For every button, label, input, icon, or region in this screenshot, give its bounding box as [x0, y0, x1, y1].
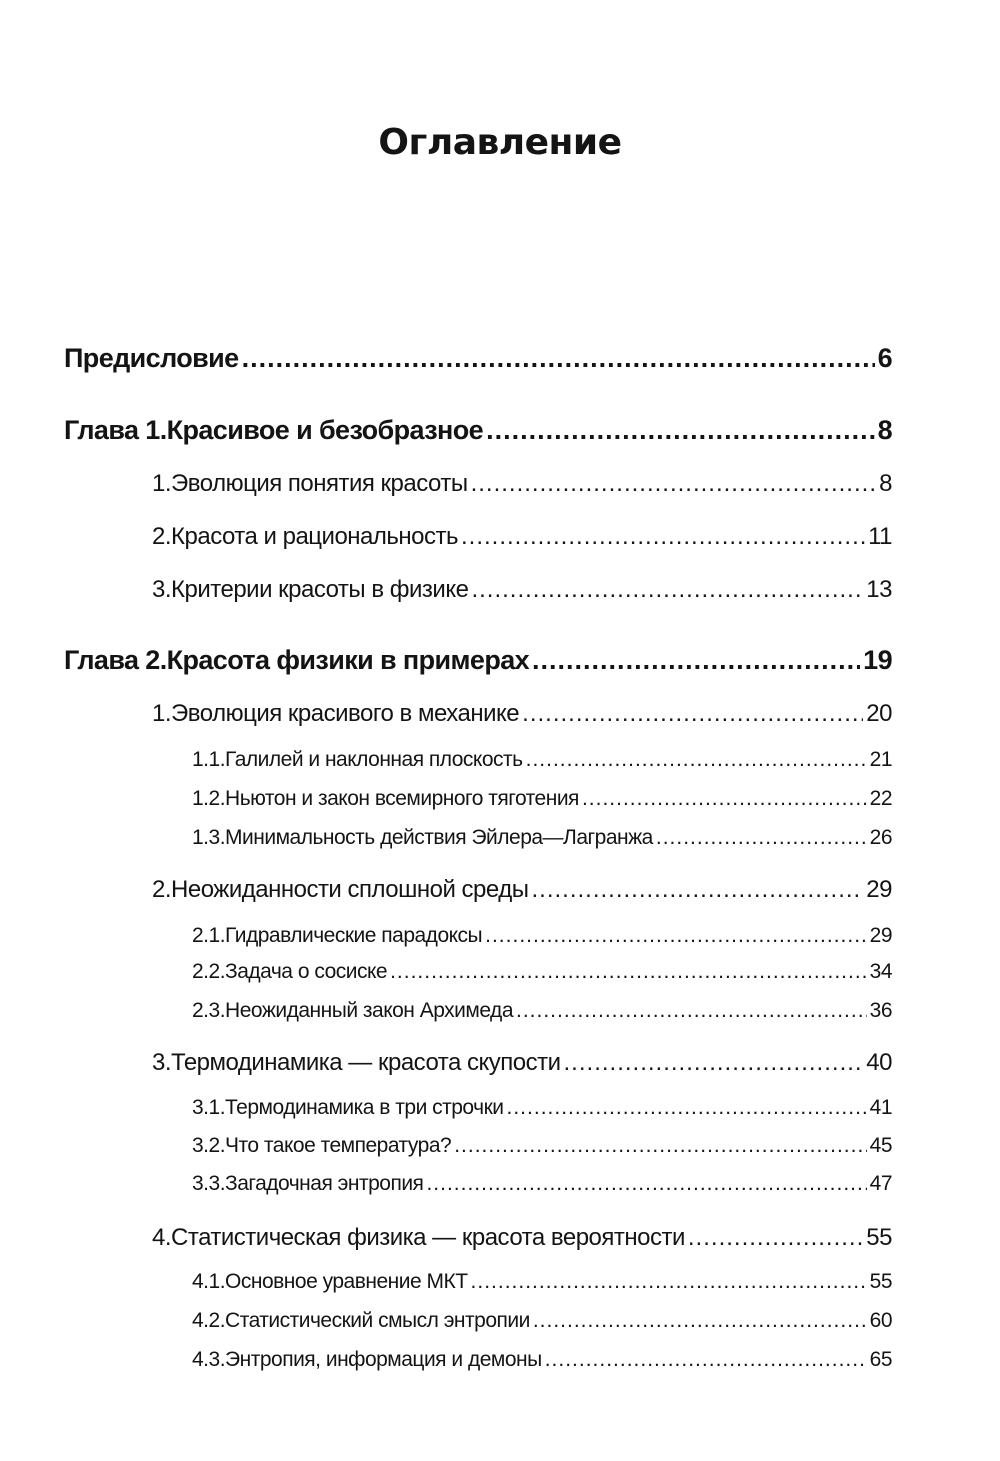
- toc-chapter-1[interactable]: [64, 410, 892, 450]
- toc-chapter-number: Глава 1.: [64, 415, 167, 445]
- toc-entry-label: Критерии красоты в физике: [171, 576, 469, 603]
- toc-subsection-number: 3.2.: [192, 1134, 226, 1157]
- leader-dots: [526, 744, 867, 776]
- toc-entry-label: Энтропия, информация и демоны: [225, 1348, 542, 1371]
- toc-section-1-3[interactable]: [152, 572, 892, 608]
- toc-subsection-2-4-1[interactable]: [192, 1266, 892, 1298]
- toc-section-number: 1.: [152, 700, 172, 727]
- toc-section-number: 2.: [152, 876, 172, 903]
- toc-entry-label: Минимальность действия Эйлера—Лагранжа: [225, 826, 653, 849]
- toc-page-number: 60: [869, 1309, 892, 1332]
- toc-entry-label: Эволюция понятия красоты: [171, 470, 468, 497]
- leader-dots: [564, 1045, 864, 1081]
- toc-subsection-number: 1.3.: [192, 826, 226, 849]
- toc-section-2-2[interactable]: [152, 872, 892, 908]
- toc-entry-label: Предисловие: [64, 343, 239, 373]
- toc-page-number: 13: [866, 576, 892, 603]
- toc-section-number: 3.: [152, 576, 172, 603]
- leader-dots: [471, 1266, 867, 1298]
- toc-page-number: 34: [869, 960, 892, 983]
- toc-subsection-number: 4.1.: [192, 1270, 226, 1293]
- toc-entry-label: Неожиданный закон Архимеда: [225, 999, 513, 1022]
- toc-page-number: 22: [869, 787, 892, 810]
- leader-dots: [426, 1168, 866, 1200]
- leader-dots: [461, 519, 865, 555]
- toc-entry-label: Задача о сосиске: [225, 960, 388, 983]
- toc-entry-label: Термодинамика — красота скупости: [171, 1049, 561, 1076]
- toc-entry-label: Красота физики в примерах: [166, 645, 530, 675]
- leader-dots: [688, 1220, 863, 1256]
- toc-entry-label: Неожиданности сплошной среды: [171, 876, 529, 903]
- toc-subsection-number: 2.2.: [192, 960, 226, 983]
- toc-subsection-number: 4.2.: [192, 1309, 226, 1332]
- leader-dots: [582, 783, 867, 815]
- toc-subsection-2-1-2[interactable]: [192, 783, 892, 815]
- toc-page-number: 47: [869, 1172, 892, 1195]
- toc-entry-label: Ньютон и закон всемирного тяготения: [225, 787, 579, 810]
- toc-section-number: 3.: [152, 1049, 172, 1076]
- toc-entry-label: Загадочная энтропия: [225, 1172, 424, 1195]
- leader-dots: [390, 956, 867, 988]
- toc-entry-label: Статистический смысл энтропии: [225, 1309, 530, 1332]
- leader-dots: [656, 822, 867, 854]
- toc-subsection-2-4-3[interactable]: [192, 1344, 892, 1376]
- toc-subsection-number: 1.2.: [192, 787, 226, 810]
- toc-page-number: 11: [868, 523, 892, 550]
- toc-page-number: 36: [869, 999, 892, 1022]
- toc-subsection-2-2-1[interactable]: [192, 920, 892, 952]
- toc-subsection-2-4-2[interactable]: [192, 1305, 892, 1337]
- leader-dots: [471, 466, 877, 502]
- leader-dots: [471, 572, 863, 608]
- toc-page-number: 55: [866, 1224, 892, 1251]
- toc-entry-label: Красивое и безобразное: [166, 415, 484, 445]
- toc-subsection-number: 2.1.: [192, 924, 226, 947]
- toc-subsection-2-2-3[interactable]: [192, 995, 892, 1027]
- toc-chapter-number: Глава 2.: [64, 645, 167, 675]
- toc-section-number: 1.: [152, 470, 172, 497]
- leader-dots: [532, 640, 860, 680]
- toc-section-2-3[interactable]: [152, 1045, 892, 1081]
- toc-page-number: 6: [877, 343, 892, 373]
- leader-dots: [516, 995, 867, 1027]
- toc-section-1-1[interactable]: [152, 466, 892, 502]
- leader-dots: [522, 696, 863, 732]
- toc-page-number: 45: [869, 1134, 892, 1157]
- toc-subsection-2-3-3[interactable]: [192, 1168, 892, 1200]
- toc-entry-label: Эволюция красивого в механике: [171, 700, 520, 727]
- toc-page-number: 8: [879, 470, 892, 497]
- leader-dots: [485, 920, 867, 952]
- leader-dots: [531, 872, 863, 908]
- toc-subsection-2-1-1[interactable]: [192, 744, 892, 776]
- toc-subsection-2-1-3[interactable]: [192, 822, 892, 854]
- leader-dots: [545, 1344, 867, 1376]
- toc-subsection-number: 3.1.: [192, 1096, 226, 1119]
- toc-subsection-number: 3.3.: [192, 1172, 226, 1195]
- page-title: Оглавление: [378, 122, 622, 163]
- toc-entry-preface[interactable]: [64, 338, 892, 378]
- toc-section-number: 2.: [152, 523, 172, 550]
- toc-entry-label: Галилей и наклонная плоскость: [225, 748, 523, 771]
- leader-dots: [486, 410, 875, 450]
- leader-dots: [507, 1092, 867, 1124]
- toc-entry-label: Гидравлические парадоксы: [225, 924, 483, 947]
- toc-section-2-4[interactable]: [152, 1220, 892, 1256]
- toc-entry-label: Термодинамика в три строчки: [225, 1096, 504, 1119]
- toc-subsection-2-3-2[interactable]: [192, 1130, 892, 1162]
- toc-subsection-number: 2.3.: [192, 999, 226, 1022]
- toc-section-2-1[interactable]: [152, 696, 892, 732]
- toc-section-number: 4.: [152, 1224, 172, 1251]
- toc-page-number: 29: [869, 924, 892, 947]
- toc-page-number: 8: [877, 415, 892, 445]
- toc-page-number: 65: [869, 1348, 892, 1371]
- toc-page-number: 21: [869, 748, 892, 771]
- toc-page-number: 20: [866, 700, 892, 727]
- leader-dots: [533, 1305, 867, 1337]
- toc-page-number: 55: [869, 1270, 892, 1293]
- toc-page-number: 29: [866, 876, 892, 903]
- toc-page-number: 26: [869, 826, 892, 849]
- toc-subsection-2-2-2[interactable]: [192, 956, 892, 988]
- toc-entry-label: Красота и рациональность: [171, 523, 458, 550]
- toc-subsection-number: 4.3.: [192, 1348, 226, 1371]
- toc-entry-label: Статистическая физика — красота вероятности: [171, 1224, 685, 1251]
- toc-section-1-2[interactable]: [152, 519, 892, 555]
- toc-subsection-2-3-1[interactable]: [192, 1092, 892, 1124]
- toc-entry-label: Основное уравнение МКТ: [225, 1270, 468, 1293]
- toc-chapter-2[interactable]: [64, 640, 892, 680]
- toc-entry-label: Что такое температура?: [225, 1134, 452, 1157]
- toc-page-number: 19: [863, 645, 892, 675]
- toc-page-number: 41: [869, 1096, 892, 1119]
- leader-dots: [454, 1130, 866, 1162]
- leader-dots: [242, 338, 875, 378]
- toc-page-number: 40: [866, 1049, 892, 1076]
- toc-subsection-number: 1.1.: [192, 748, 226, 771]
